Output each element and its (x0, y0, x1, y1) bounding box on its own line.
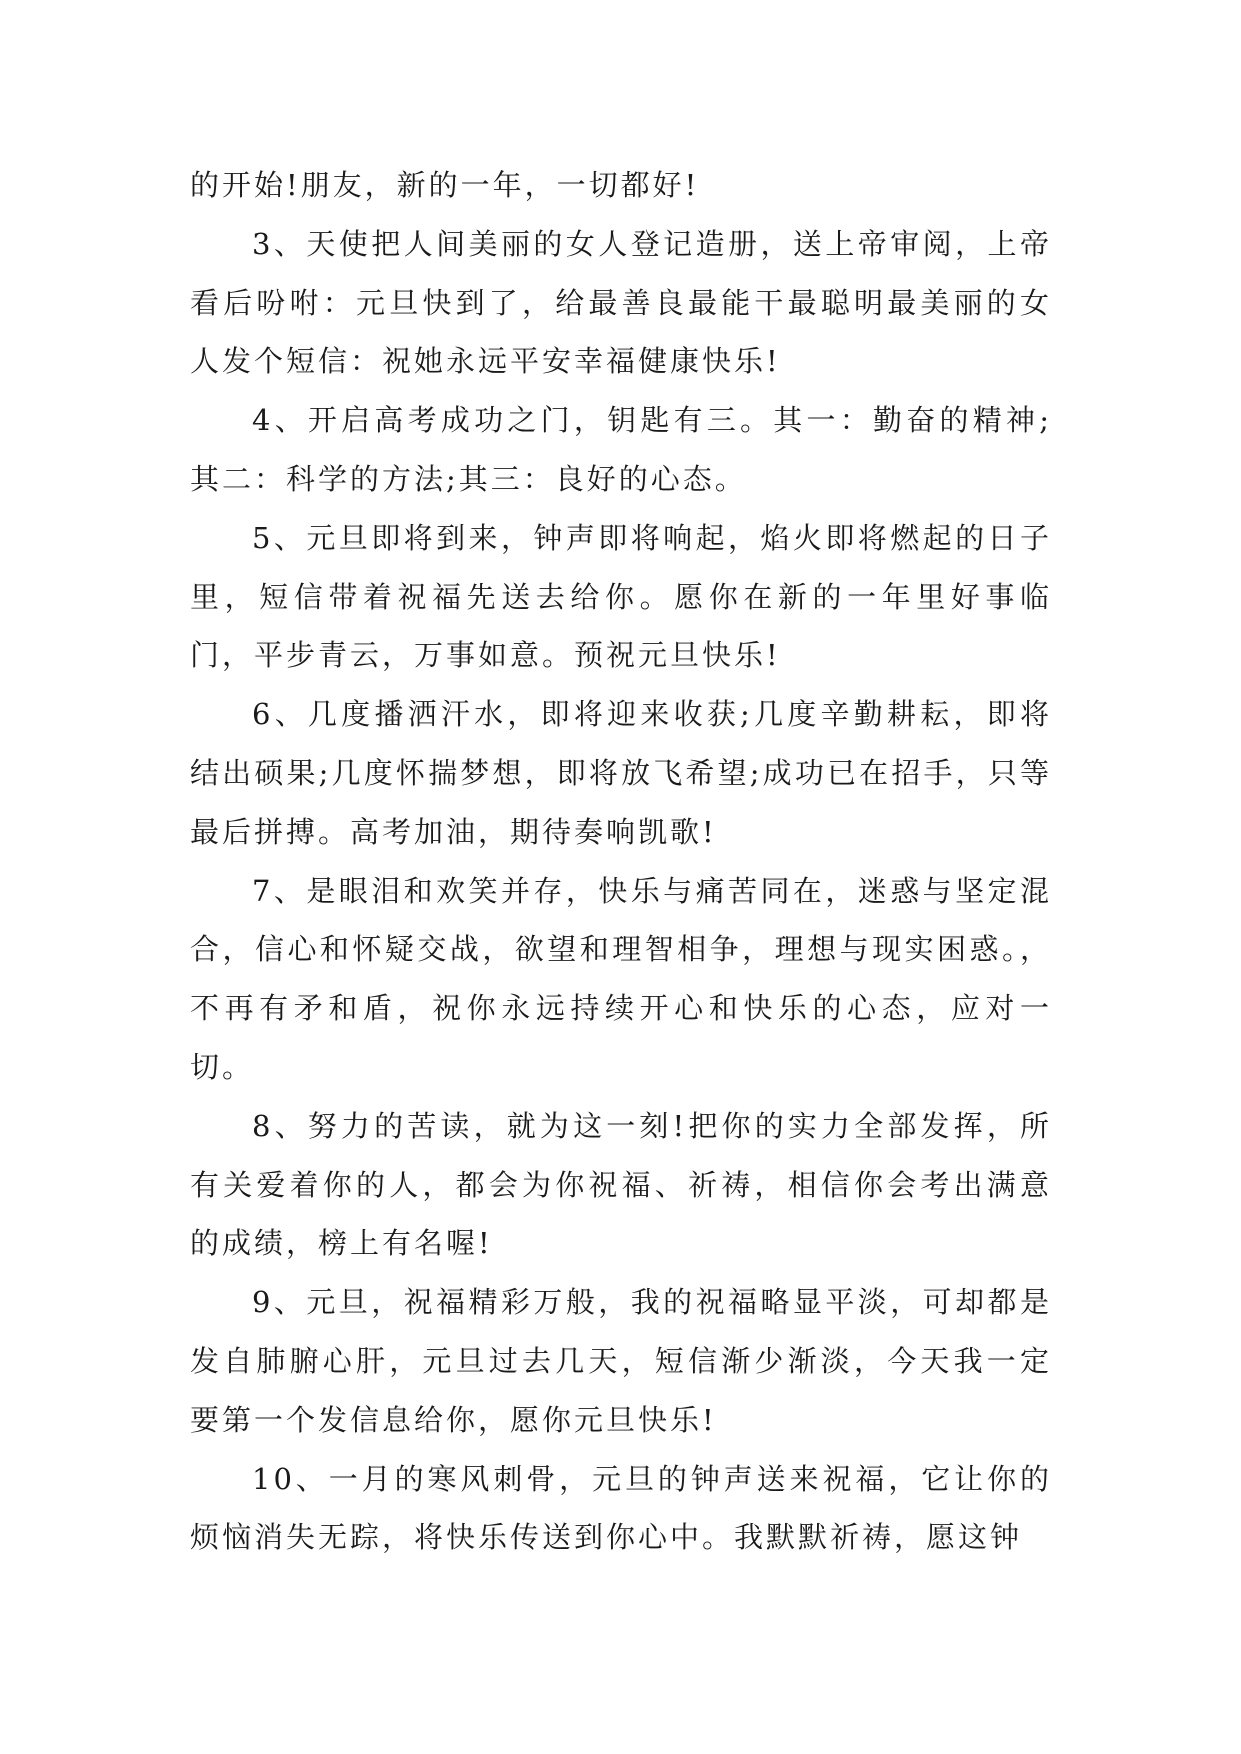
paragraph-item-10: 10、一月的寒风刺骨，元旦的钟声送来祝福，它让你的烦恼消失无踪，将快乐传送到你心中。我默默祈祷，愿这钟 (190, 1461, 1052, 1555)
paragraph-item-9: 9、元旦，祝福精彩万般，我的祝福略显平淡，可却都是发自肺腑心肝，元旦过去几天，短信渐少渐淡，今天我一定要第一个发信息给你，愿你元旦快乐! (190, 1285, 1052, 1437)
document-body (190, 156, 1052, 1567)
paragraph-item-7: 7、是眼泪和欢笑并存，快乐与痛苦同在，迷惑与坚定混合，信心和怀疑交战，欲望和理智相争，理想与现实困惑。，不再有矛和盾，祝你永远持续开心和快乐的心态，应对一切。 (190, 873, 1052, 1084)
paragraph-item-4: 4、开启高考成功之门，钥匙有三。其一：勤奋的精神;其二：科学的方法;其三：良好的心态。 (190, 403, 1052, 496)
paragraph-continuation: 的开始!朋友，新的一年，一切都好! (190, 168, 700, 202)
paragraph-item-3: 3、天使把人间美丽的女人登记造册，送上帝审阅，上帝看后吩咐：元旦快到了，给最善良最能干最聪明最美丽的女人发个短信：祝她永远平安幸福健康快乐! (190, 226, 1052, 379)
paragraph-item-5: 5、元旦即将到来，钟声即将响起，焰火即将燃起的日子里，短信带着祝福先送去给你。愿你在新的一年里好事临门，平步青云，万事如意。预祝元旦快乐! (190, 520, 1052, 673)
paragraph-item-6: 6、几度播洒汗水，即将迎来收获;几度辛勤耕耘，即将结出硕果;几度怀揣梦想，即将放飞希望;成功已在招手，只等最后拼搏。高考加油，期待奏响凯歌! (190, 697, 1052, 849)
paragraph-item-8: 8、努力的苦读，就为这一刻!把你的实力全部发挥，所有关爱着你的人，都会为你祝福、祈祷，相信你会考出满意的成绩，榜上有名喔! (190, 1108, 1052, 1261)
